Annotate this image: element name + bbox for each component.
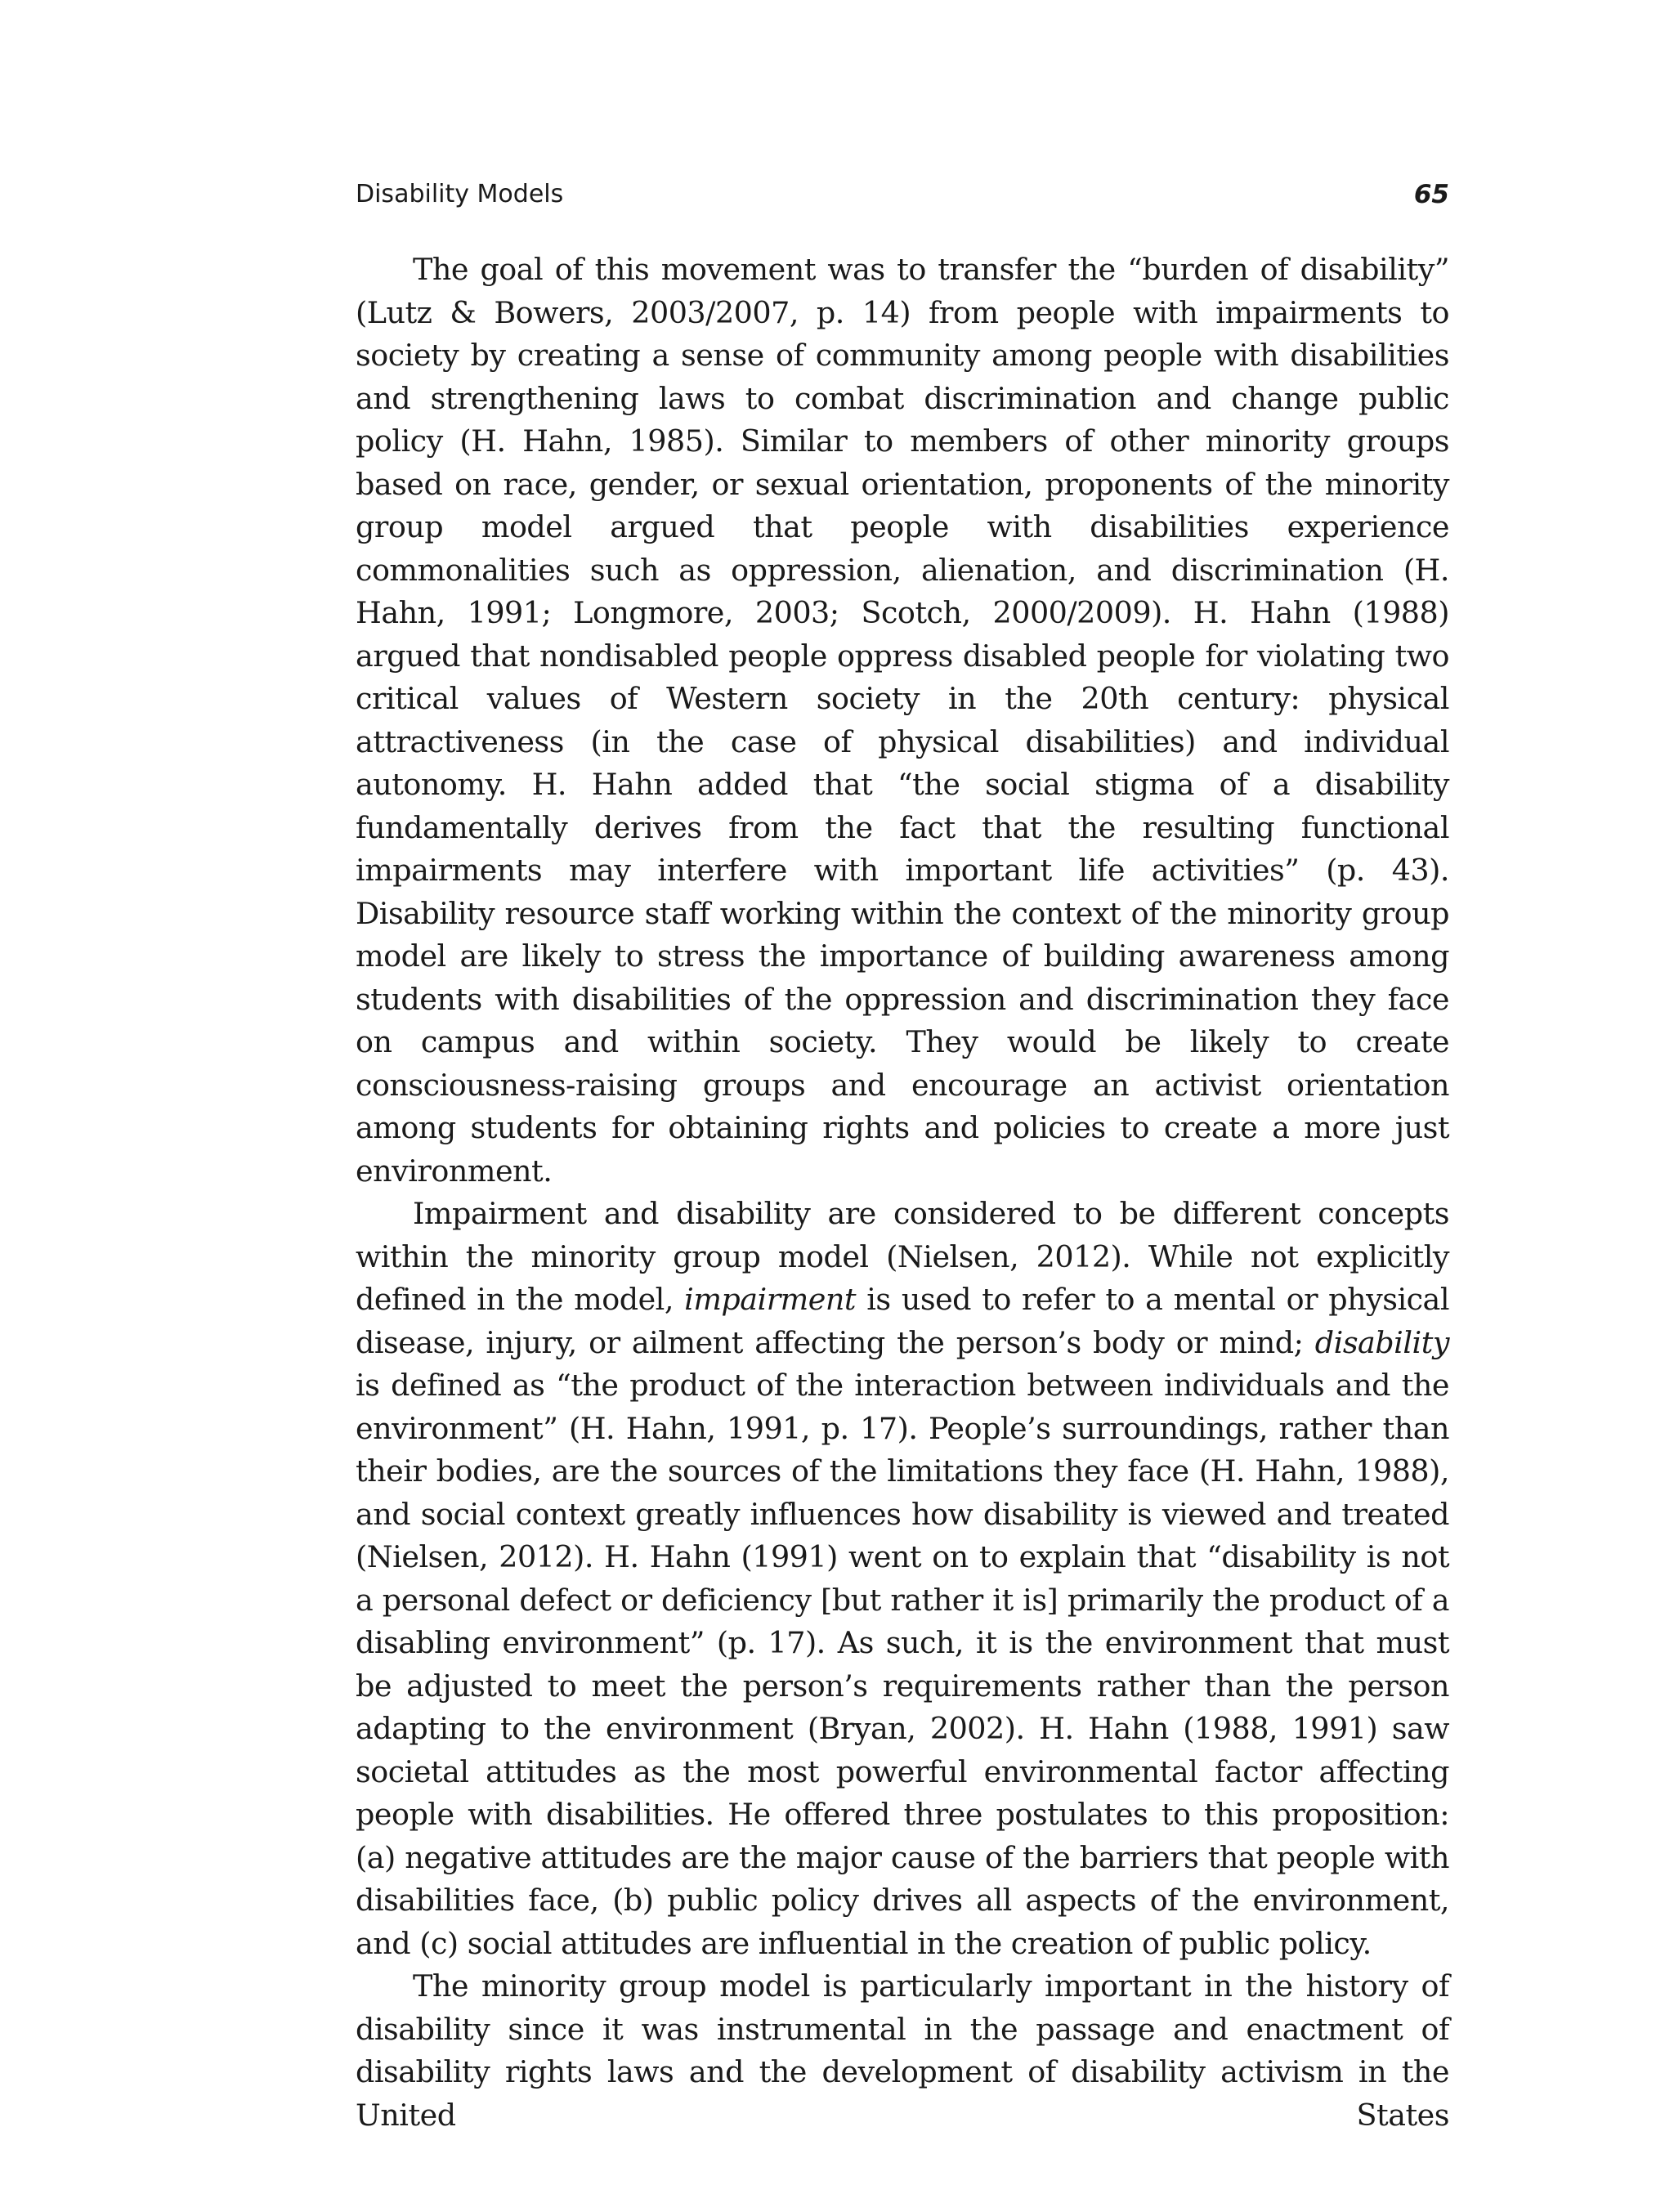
running-header <box>356 178 1449 217</box>
paragraph-2-text-b: is used to refer to a mental or physical disease, injury, or ailment affecting the person’s body or mind; <box>356 1282 1449 1360</box>
paragraph-2 <box>356 1193 1449 1965</box>
paragraph-1 <box>356 249 1449 1193</box>
paragraph-2-text-a: Impairment and disability are considered to be different concepts within the minority group model (Nielsen, 2012). While not explicitly defined in the model, <box>356 1196 1449 1317</box>
paragraph-3-text: The minority group model is particularly important in the history of disability since it was instrumental in the passage and enactment of disability rights laws and the development of disability activism in the United States <box>356 1968 1449 2133</box>
running-title: Disability Models <box>356 180 564 208</box>
term-disability: disability <box>1314 1324 1449 1360</box>
body-text <box>356 249 1449 2137</box>
paragraph-2-text-c: is defined as “the product of the interaction between individuals and the environment” (H. Hahn, 1991, p. 17). People’s surroundings, rather than their bodies, are the sources of the limitations they face (H. Hahn, 1988), and social context greatly influences how disability is viewed and treated (Nielsen, 2012). H. Hahn (1991) went on to explain that “disability is not a personal defect or deficiency [but rather it is] primarily the product of a disabling environment” (p. 17). As such, it is the environment that must be adjusted to meet the person’s requirements rather than the person adapting to the environment (Bryan, 2002). H. Hahn (1988, 1991) saw societal attitudes as the most powerful environmental factor affecting people with disabilities. He offered three postulates to this proposition: (a) negative attitudes are the major cause of the barriers that people with disabilities face, (b) public policy drives all aspects of the environment, and (c) social attitudes are influential in the creation of public policy. <box>356 1368 1449 1961</box>
paragraph-1-text: The goal of this movement was to transfer the “burden of disability” (Lutz & Bowers, 2003/2007, p. 14) from people with impairments to society by creating a sense of community among people with disabilities and strengthening laws to combat discrimination and change public policy (H. Hahn, 1985). Similar to members of other minority groups based on race, gender, or sexual orientation, proponents of the minority group model argued that people with disabilities experience commonalities such as oppression, alienation, and discrimination (H. Hahn, 1991; Longmore, 2003; Scotch, 2000/2009). H. Hahn (1988) argued that nondisabled people oppress disabled people for violating two critical values of Western society in the 20th century: physical attractiveness (in the case of physical disabilities) and individual autonomy. H. Hahn added that “the social stigma of a disability fundamentally derives from the fact that the resulting functional impairments may interfere with important life activities” (p. 43). Disability resource staff working within the context of the minority group model are likely to stress the importance of building awareness among students with disabilities of the oppression and discrimination they face on campus and within society. They would be likely to create consciousness-raising groups and encourage an activist orientation among students for obtaining rights and policies to create a more just environment. <box>356 252 1449 1189</box>
page-number: 65 <box>1413 180 1449 209</box>
term-impairment: impairment <box>684 1282 857 1317</box>
paragraph-3 <box>356 1965 1449 2137</box>
